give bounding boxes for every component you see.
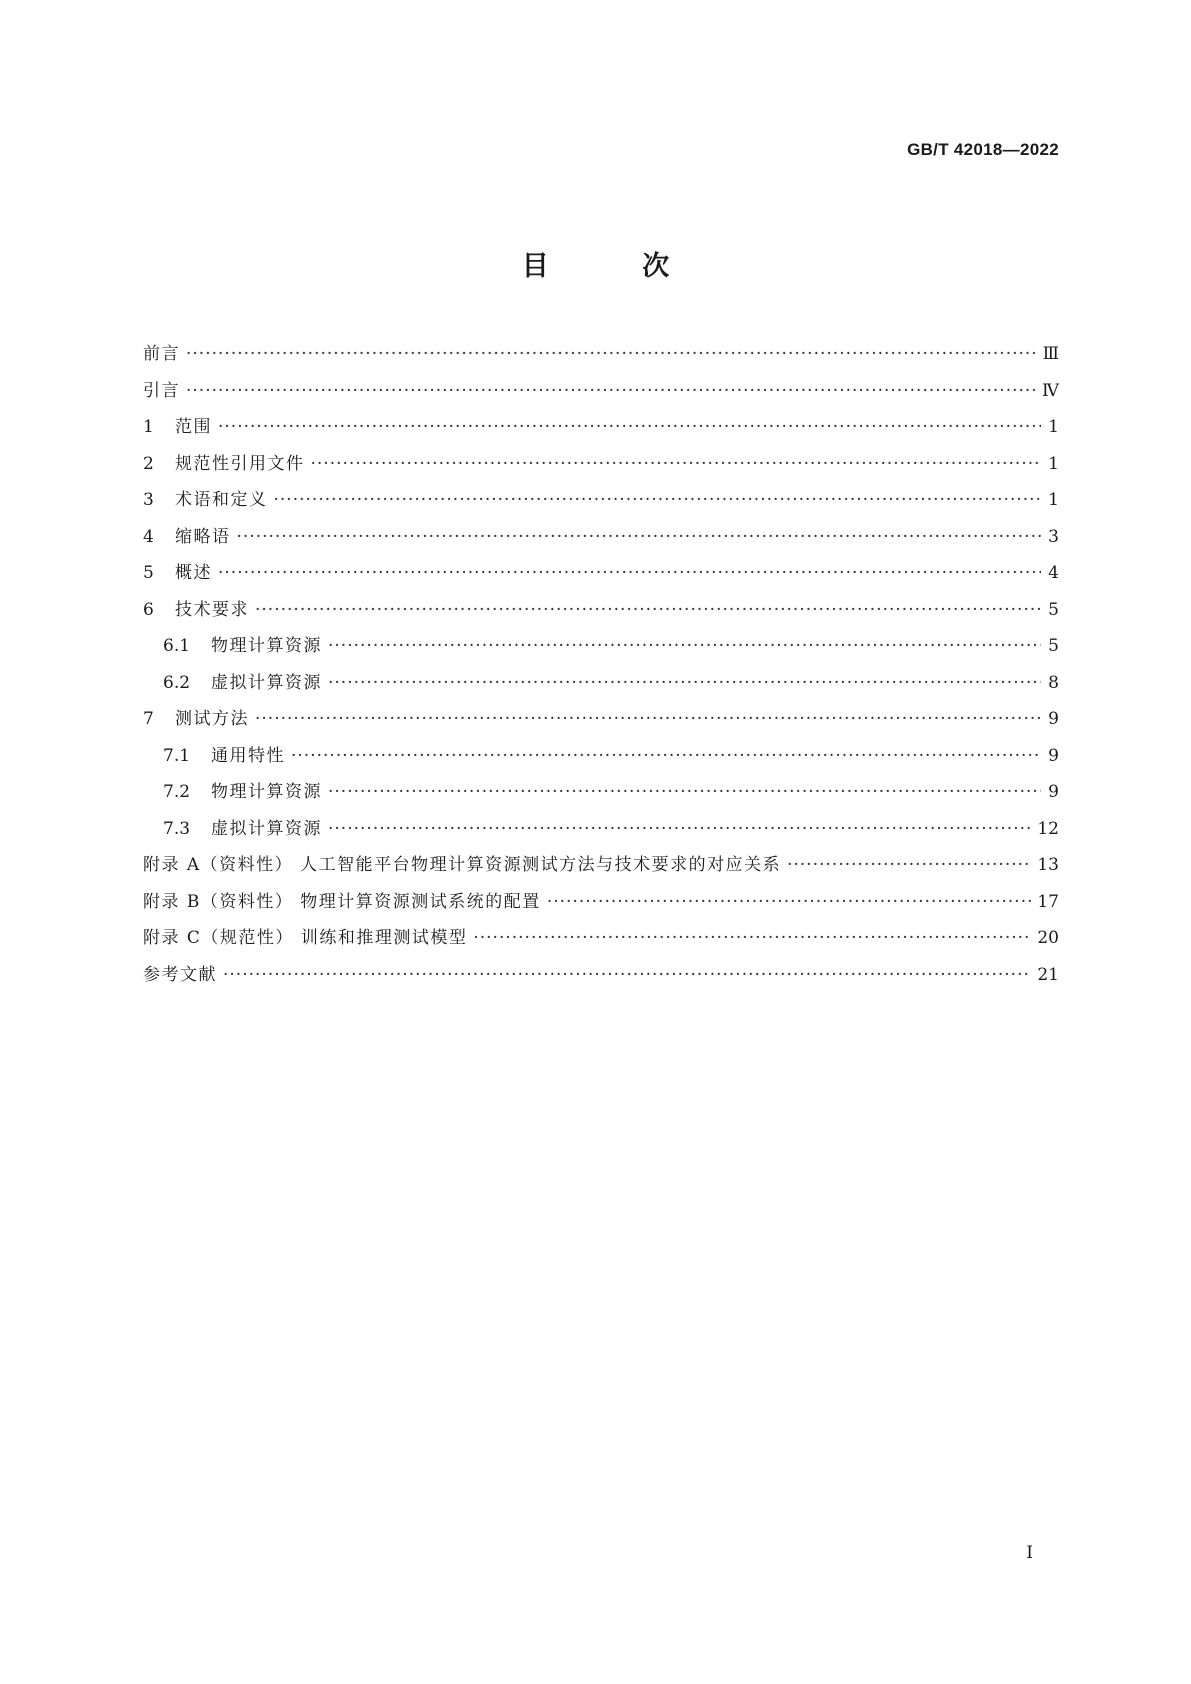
toc-entry-page: 9 <box>1048 782 1059 802</box>
toc-entry-label: 物理计算资源 <box>211 782 322 802</box>
toc-entry-test-methods[interactable] <box>143 704 1059 741</box>
toc-entry-number: 7.2 <box>163 782 191 802</box>
toc-entry-label: 概述 <box>175 563 212 583</box>
toc-entry-general-characteristics-7-1[interactable] <box>143 741 1059 778</box>
toc-entry-number: 5 <box>143 563 154 583</box>
toc-entry-page: 1 <box>1048 453 1059 474</box>
toc-entry-label: 附录 A（资料性） 人工智能平台物理计算资源测试方法与技术要求的对应关系 <box>143 855 782 875</box>
toc-leader-dots <box>787 855 1031 875</box>
toc-leader-dots <box>218 563 1041 583</box>
toc-entry-page: 12 <box>1037 818 1059 839</box>
toc-entry-label: 虚拟计算资源 <box>211 672 322 693</box>
toc-entry-number: 7 <box>143 709 154 729</box>
toc-entry-normative-references[interactable] <box>143 449 1059 486</box>
toc-entry-terms-definitions[interactable] <box>143 485 1059 522</box>
toc-entry-page: 1 <box>1048 417 1059 437</box>
toc-entry-scope[interactable] <box>143 412 1059 449</box>
toc-entry-number: 6.1 <box>163 636 191 656</box>
toc-entry-number: 3 <box>143 490 154 510</box>
standard-code: GB/T 42018—2022 <box>907 140 1059 159</box>
toc-entry-number: 6 <box>143 599 154 620</box>
toc-entry-virtual-compute-7-3[interactable] <box>143 814 1059 851</box>
toc-entry-number: 7.3 <box>163 818 191 839</box>
toc-leader-dots <box>223 965 1031 985</box>
toc-entry-label: 虚拟计算资源 <box>211 818 322 839</box>
toc-entry-page: 5 <box>1048 636 1059 656</box>
toc-leader-dots <box>328 782 1041 802</box>
toc-leader-dots <box>473 928 1031 948</box>
table-of-contents <box>143 339 1059 996</box>
toc-entry-label: 技术要求 <box>175 599 249 620</box>
toc-entry-label: 引言 <box>143 380 180 401</box>
toc-leader-dots <box>328 819 1031 839</box>
toc-entry-number: 6.2 <box>163 672 191 693</box>
toc-entry-label: 范围 <box>175 417 212 437</box>
toc-entry-appendix-c[interactable] <box>143 923 1059 960</box>
toc-leader-dots <box>186 344 1037 364</box>
toc-entry-page: 4 <box>1048 563 1059 583</box>
toc-leader-dots <box>274 490 1042 510</box>
toc-entry-page: 21 <box>1037 964 1059 985</box>
toc-entry-page: 1 <box>1048 490 1059 510</box>
toc-entry-number: 7.1 <box>163 745 191 766</box>
toc-entry-page: 9 <box>1048 745 1059 766</box>
toc-leader-dots <box>291 746 1041 766</box>
toc-leader-dots <box>311 454 1042 474</box>
toc-leader-dots <box>328 673 1041 693</box>
toc-entry-page: 13 <box>1037 855 1059 875</box>
toc-entry-number: 1 <box>143 417 154 437</box>
toc-entry-virtual-compute-6-2[interactable] <box>143 668 1059 705</box>
toc-entry-physical-compute-7-2[interactable] <box>143 777 1059 814</box>
toc-title: 目 次 <box>521 251 712 282</box>
toc-entry-label: 参考文献 <box>143 964 217 985</box>
toc-entry-label: 测试方法 <box>175 709 249 729</box>
toc-leader-dots <box>237 527 1042 547</box>
toc-entry-number: 4 <box>143 526 154 547</box>
toc-entry-label: 前言 <box>143 344 180 364</box>
toc-entry-overview[interactable] <box>143 558 1059 595</box>
toc-entry-number: 2 <box>143 453 154 474</box>
toc-leader-dots <box>255 600 1041 620</box>
toc-entry-appendix-a[interactable] <box>143 850 1059 887</box>
toc-leader-dots <box>547 892 1032 912</box>
toc-entry-label: 术语和定义 <box>175 490 268 510</box>
toc-leader-dots <box>328 636 1041 656</box>
toc-entry-label: 物理计算资源 <box>211 636 322 656</box>
toc-leader-dots <box>255 709 1041 729</box>
toc-leader-dots <box>186 381 1036 401</box>
toc-entry-foreword[interactable] <box>143 339 1059 376</box>
toc-entry-label: 规范性引用文件 <box>175 453 305 474</box>
toc-entry-page: 20 <box>1037 928 1059 948</box>
toc-entry-label: 通用特性 <box>211 745 285 766</box>
toc-entry-label: 附录 B（资料性） 物理计算资源测试系统的配置 <box>143 891 541 912</box>
toc-entry-page: Ⅲ <box>1042 344 1059 364</box>
toc-entry-label: 附录 C（规范性） 训练和推理测试模型 <box>143 928 468 948</box>
toc-leader-dots <box>218 417 1041 437</box>
page-number: Ⅰ <box>1026 1543 1033 1563</box>
toc-entry-page: 3 <box>1048 526 1059 547</box>
toc-entry-page: Ⅳ <box>1042 380 1059 401</box>
toc-entry-page: 9 <box>1048 709 1059 729</box>
toc-entry-physical-compute-6-1[interactable] <box>143 631 1059 668</box>
toc-entry-abbreviations[interactable] <box>143 522 1059 559</box>
toc-entry-technical-requirements[interactable] <box>143 595 1059 632</box>
toc-entry-label: 缩略语 <box>175 526 231 547</box>
toc-entry-introduction[interactable] <box>143 376 1059 413</box>
toc-entry-appendix-b[interactable] <box>143 887 1059 924</box>
toc-entry-bibliography[interactable] <box>143 960 1059 997</box>
toc-entry-page: 17 <box>1037 891 1059 912</box>
toc-entry-page: 8 <box>1048 672 1059 693</box>
toc-entry-page: 5 <box>1048 599 1059 620</box>
